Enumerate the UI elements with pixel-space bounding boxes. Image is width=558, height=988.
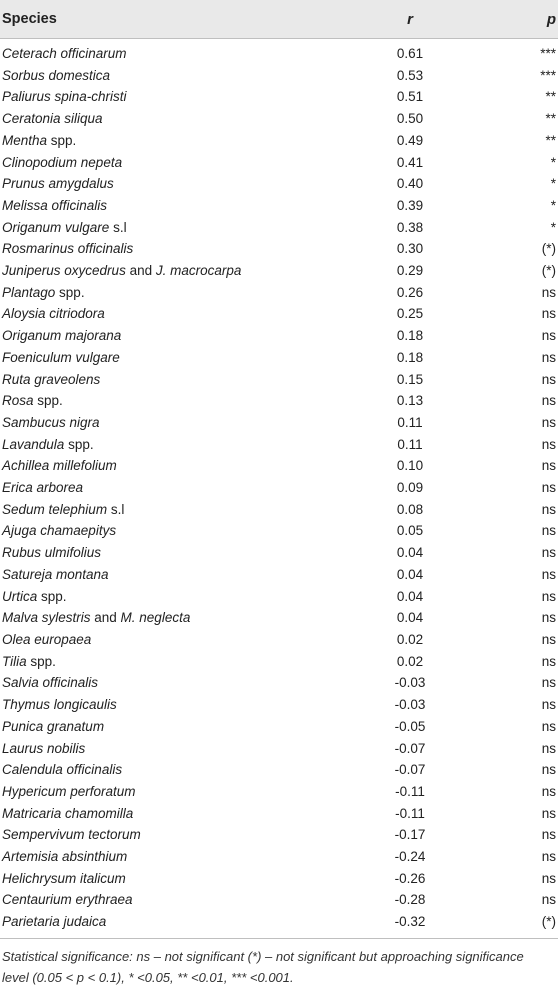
table-row bbox=[0, 716, 558, 738]
species-qualifier: spp. bbox=[37, 588, 67, 604]
table-bottom-rule bbox=[0, 938, 558, 939]
table-row bbox=[0, 911, 558, 933]
species-cell bbox=[0, 86, 330, 108]
table-row bbox=[0, 39, 558, 65]
species-cell bbox=[0, 238, 330, 260]
species-name: Rosmarinus officinalis bbox=[2, 241, 134, 257]
species-cell bbox=[0, 369, 330, 391]
header-row bbox=[0, 0, 558, 39]
p-significance: (*) bbox=[541, 914, 556, 930]
species-qualifier: spp. bbox=[55, 284, 85, 300]
p-significance: ns bbox=[541, 306, 556, 322]
p-significance: ns bbox=[541, 566, 556, 582]
table-row bbox=[0, 260, 558, 282]
species-name: Matricaria chamomilla bbox=[2, 805, 134, 821]
species-cell bbox=[0, 651, 330, 673]
species-cell bbox=[0, 434, 330, 456]
p-significance: ns bbox=[541, 653, 556, 669]
species-cell bbox=[0, 759, 330, 781]
table-row bbox=[0, 173, 558, 195]
species-name: Erica arborea bbox=[2, 480, 84, 496]
species-cell bbox=[0, 803, 330, 825]
species-name: Artemisia absinthium bbox=[2, 849, 128, 865]
species-cell bbox=[0, 347, 330, 369]
table-row bbox=[0, 477, 558, 499]
species-cell bbox=[0, 130, 330, 152]
r-value: -0.11 bbox=[395, 805, 425, 821]
species-name: Achillea millefolium bbox=[2, 458, 117, 474]
table-row bbox=[0, 130, 558, 152]
table-row bbox=[0, 868, 558, 890]
p-significance: ns bbox=[541, 892, 556, 908]
species-name: Laurus nobilis bbox=[2, 740, 86, 756]
table-row bbox=[0, 65, 558, 87]
r-value: -0.26 bbox=[394, 870, 426, 886]
table-row bbox=[0, 803, 558, 825]
r-value: 0.15 bbox=[396, 371, 424, 387]
p-significance: ** bbox=[545, 111, 556, 127]
p-significance: ns bbox=[541, 458, 556, 474]
table-row bbox=[0, 152, 558, 174]
table-row bbox=[0, 303, 558, 325]
r-value: 0.05 bbox=[396, 523, 424, 539]
p-significance: ns bbox=[541, 697, 556, 713]
species-name: Olea europaea bbox=[2, 631, 92, 647]
r-value: 0.25 bbox=[396, 306, 424, 322]
species-name: Sempervivum tectorum bbox=[2, 827, 141, 843]
species-cell bbox=[0, 520, 330, 542]
species-name: Rubus ulmifolius bbox=[2, 545, 102, 561]
species-name: Ajuga chamaepitys bbox=[2, 523, 117, 539]
p-header: p bbox=[480, 0, 558, 39]
species-qualifier: and bbox=[125, 263, 156, 279]
species-cell bbox=[0, 499, 330, 521]
species-name: Ceratonia siliqua bbox=[2, 111, 103, 127]
species-name: Origanum majorana bbox=[2, 328, 122, 344]
species-name: Juniperus oxycedrus bbox=[2, 263, 126, 279]
species-qualifier: spp. bbox=[33, 393, 63, 409]
r-value: 0.38 bbox=[396, 219, 424, 235]
p-significance: ns bbox=[541, 610, 556, 626]
r-value: 0.61 bbox=[396, 46, 424, 61]
p-significance: ns bbox=[541, 523, 556, 539]
p-significance: ns bbox=[541, 783, 556, 799]
r-value: 0.11 bbox=[397, 414, 423, 430]
species-name: Melissa officinalis bbox=[2, 197, 108, 213]
species-name: Aloysia citriodora bbox=[2, 306, 105, 322]
table-row bbox=[0, 195, 558, 217]
table-row bbox=[0, 824, 558, 846]
r-value: 0.53 bbox=[396, 67, 424, 83]
species-name: J. macrocarpa bbox=[155, 263, 242, 279]
r-value: -0.28 bbox=[394, 892, 426, 908]
p-significance: ** bbox=[545, 132, 556, 148]
species-cell bbox=[0, 260, 330, 282]
r-value: -0.11 bbox=[395, 783, 425, 799]
r-value: -0.07 bbox=[394, 762, 426, 778]
species-cell bbox=[0, 108, 330, 130]
r-value: -0.07 bbox=[394, 740, 426, 756]
table-row bbox=[0, 564, 558, 586]
p-significance: ns bbox=[541, 827, 556, 843]
species-name: Centaurium erythraea bbox=[2, 892, 133, 908]
species-cell bbox=[0, 152, 330, 174]
table-row bbox=[0, 846, 558, 868]
r-value: 0.04 bbox=[396, 588, 424, 604]
table-row bbox=[0, 738, 558, 760]
table-row bbox=[0, 672, 558, 694]
table-row bbox=[0, 369, 558, 391]
species-name: Salvia officinalis bbox=[2, 675, 99, 691]
species-cell bbox=[0, 738, 330, 760]
table-row bbox=[0, 238, 558, 260]
species-qualifier: and bbox=[90, 610, 121, 626]
species-qualifier: spp. bbox=[47, 132, 77, 148]
species-cell bbox=[0, 824, 330, 846]
species-name: Urtica bbox=[2, 588, 38, 604]
table-row bbox=[0, 434, 558, 456]
species-cell bbox=[0, 303, 330, 325]
p-significance: ns bbox=[541, 718, 556, 734]
species-name: Plantago bbox=[2, 284, 56, 300]
table-row bbox=[0, 347, 558, 369]
species-cell bbox=[0, 846, 330, 868]
r-header: r bbox=[330, 0, 480, 39]
p-significance: * bbox=[550, 176, 556, 192]
species-name: Sedum telephium bbox=[2, 501, 108, 517]
p-significance: ns bbox=[541, 480, 556, 496]
species-cell bbox=[0, 911, 330, 933]
species-name: Punica granatum bbox=[2, 718, 105, 734]
table-row bbox=[0, 781, 558, 803]
table-row bbox=[0, 325, 558, 347]
species-name: Calendula officinalis bbox=[2, 762, 123, 778]
p-significance: *** bbox=[540, 46, 556, 61]
species-name: Tilia bbox=[2, 653, 27, 669]
r-value: 0.29 bbox=[396, 263, 424, 279]
species-cell bbox=[0, 781, 330, 803]
r-value: 0.04 bbox=[396, 566, 424, 582]
p-significance: ns bbox=[541, 545, 556, 561]
r-value: 0.04 bbox=[396, 545, 424, 561]
table-row bbox=[0, 651, 558, 673]
species-name: Clinopodium nepeta bbox=[2, 154, 123, 170]
p-significance: *** bbox=[540, 67, 556, 83]
species-name: Rosa bbox=[2, 393, 34, 409]
species-cell bbox=[0, 39, 330, 65]
species-cell bbox=[0, 564, 330, 586]
r-value: 0.09 bbox=[396, 480, 424, 496]
table-row bbox=[0, 586, 558, 608]
species-name: Thymus longicaulis bbox=[2, 697, 117, 713]
species-cell bbox=[0, 629, 330, 651]
species-cell bbox=[0, 716, 330, 738]
p-significance: ns bbox=[541, 393, 556, 409]
p-significance: ns bbox=[541, 849, 556, 865]
p-significance: ns bbox=[541, 328, 556, 344]
species-name: Ruta graveolens bbox=[2, 371, 101, 387]
p-significance: ns bbox=[541, 501, 556, 517]
p-significance: ns bbox=[541, 436, 556, 452]
table-row bbox=[0, 629, 558, 651]
r-value: 0.30 bbox=[396, 241, 424, 257]
table-body bbox=[0, 39, 558, 933]
p-significance: ** bbox=[545, 89, 556, 105]
species-qualifier: spp. bbox=[26, 653, 56, 669]
r-value: 0.18 bbox=[396, 349, 424, 365]
table-row bbox=[0, 86, 558, 108]
p-significance: ns bbox=[541, 371, 556, 387]
species-name: Mentha bbox=[2, 132, 48, 148]
table-row bbox=[0, 759, 558, 781]
table-row bbox=[0, 889, 558, 911]
species-name: Origanum vulgare bbox=[2, 219, 110, 235]
significance-footnote: Statistical significance: ns – not significant (*) – not significant but approaching significance level (0.05 < p < 0.1), * <0.05, ** <0.01, *** <0.001. bbox=[2, 949, 524, 985]
p-significance: ns bbox=[541, 805, 556, 821]
table-row bbox=[0, 282, 558, 304]
r-value: -0.32 bbox=[394, 914, 426, 930]
species-cell bbox=[0, 477, 330, 499]
species-qualifier: s.l bbox=[109, 219, 127, 235]
p-significance: ns bbox=[541, 870, 556, 886]
species-cell bbox=[0, 282, 330, 304]
species-header: Species bbox=[0, 0, 330, 39]
species-cell bbox=[0, 173, 330, 195]
species-name: Helichrysum italicum bbox=[2, 870, 126, 886]
r-value: -0.24 bbox=[394, 849, 426, 865]
table-row bbox=[0, 217, 558, 239]
p-significance: ns bbox=[541, 762, 556, 778]
species-cell bbox=[0, 607, 330, 629]
species-cell bbox=[0, 325, 330, 347]
p-significance: * bbox=[550, 197, 556, 213]
species-name: Satureja montana bbox=[2, 566, 109, 582]
species-name: Foeniculum vulgare bbox=[2, 349, 120, 365]
r-value: 0.41 bbox=[396, 154, 424, 170]
species-name: Sambucus nigra bbox=[2, 414, 100, 430]
table-row bbox=[0, 520, 558, 542]
species-name: Hypericum perforatum bbox=[2, 783, 136, 799]
p-significance: * bbox=[550, 154, 556, 170]
r-value: 0.51 bbox=[396, 89, 424, 105]
r-value: 0.04 bbox=[396, 610, 424, 626]
species-cell bbox=[0, 217, 330, 239]
r-value: 0.08 bbox=[396, 501, 424, 517]
table-row bbox=[0, 455, 558, 477]
species-cell bbox=[0, 195, 330, 217]
table-row bbox=[0, 108, 558, 130]
species-name: Lavandula bbox=[2, 436, 65, 452]
species-name: Malva sylestris bbox=[2, 610, 91, 626]
r-value: -0.03 bbox=[394, 697, 426, 713]
species-cell bbox=[0, 390, 330, 412]
p-significance: ns bbox=[541, 740, 556, 756]
r-value: -0.17 bbox=[394, 827, 426, 843]
table-row bbox=[0, 499, 558, 521]
r-value: 0.13 bbox=[396, 393, 424, 409]
r-value: 0.50 bbox=[396, 111, 424, 127]
r-value: -0.05 bbox=[394, 718, 426, 734]
p-significance: ns bbox=[541, 414, 556, 430]
species-name: Paliurus spina-christi bbox=[2, 89, 127, 105]
r-value: 0.02 bbox=[396, 653, 424, 669]
r-value: 0.49 bbox=[396, 132, 424, 148]
species-cell bbox=[0, 542, 330, 564]
table-row bbox=[0, 390, 558, 412]
r-value: 0.18 bbox=[396, 328, 424, 344]
species-qualifier: spp. bbox=[64, 436, 94, 452]
table-row bbox=[0, 607, 558, 629]
species-name: Prunus amygdalus bbox=[2, 176, 114, 192]
species-cell bbox=[0, 412, 330, 434]
r-value: 0.11 bbox=[397, 436, 423, 452]
species-qualifier: s.l bbox=[107, 501, 125, 517]
table-row bbox=[0, 412, 558, 434]
p-significance: ns bbox=[541, 631, 556, 647]
species-cell bbox=[0, 65, 330, 87]
p-significance: (*) bbox=[541, 263, 556, 279]
r-value: 0.39 bbox=[396, 197, 424, 213]
p-significance: ns bbox=[541, 675, 556, 691]
table-row bbox=[0, 694, 558, 716]
species-cell bbox=[0, 672, 330, 694]
p-significance: ns bbox=[541, 588, 556, 604]
species-name: Parietaria judaica bbox=[2, 914, 107, 930]
r-value: 0.02 bbox=[396, 631, 424, 647]
r-value: 0.26 bbox=[396, 284, 424, 300]
species-name: Sorbus domestica bbox=[2, 67, 111, 83]
p-significance: ns bbox=[541, 349, 556, 365]
species-cell bbox=[0, 694, 330, 716]
species-name: Ceterach officinarum bbox=[2, 46, 127, 61]
table-row bbox=[0, 542, 558, 564]
species-cell bbox=[0, 455, 330, 477]
r-value: 0.40 bbox=[396, 176, 424, 192]
species-name: M. neglecta bbox=[120, 610, 191, 626]
p-significance: * bbox=[550, 219, 556, 235]
r-value: 0.10 bbox=[396, 458, 424, 474]
species-cell bbox=[0, 586, 330, 608]
p-significance: (*) bbox=[541, 241, 556, 257]
p-significance: ns bbox=[541, 284, 556, 300]
species-cell bbox=[0, 889, 330, 911]
species-cell bbox=[0, 868, 330, 890]
r-value: -0.03 bbox=[394, 675, 426, 691]
